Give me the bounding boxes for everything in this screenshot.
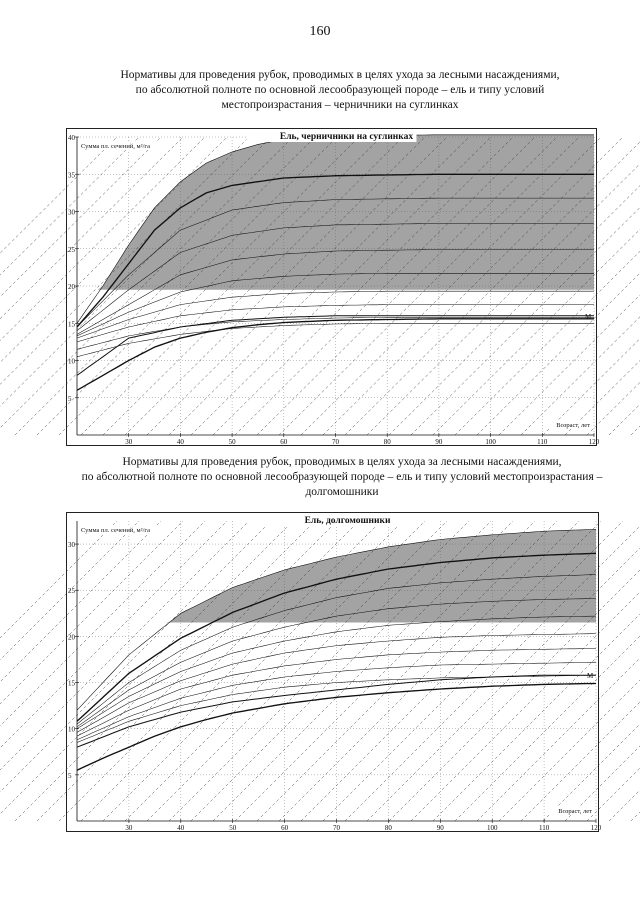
hatch-line — [609, 521, 640, 821]
x-tick-label: 40 — [176, 438, 184, 446]
hatch-line — [0, 521, 117, 821]
hatch-line — [631, 521, 640, 821]
hatch-line — [587, 137, 640, 435]
x-tick-label: 120 — [588, 438, 600, 446]
hatch-line — [609, 137, 640, 435]
chart-cherry-loam — [66, 128, 600, 446]
chart-title: Ель, черничники на суглинках — [279, 132, 414, 142]
x-tick-label: 40 — [177, 824, 185, 832]
y-tick-label: 10 — [68, 725, 75, 734]
x-tick-label: 60 — [280, 438, 288, 446]
y-tick-label: 5 — [68, 771, 72, 780]
x-tick-label: 90 — [436, 824, 444, 832]
y-tick-label: 15 — [68, 320, 75, 329]
y-tick-label: 35 — [68, 171, 75, 180]
y-tick-label: 5 — [68, 394, 72, 403]
hatch-line — [0, 521, 183, 821]
y-tick-label: 15 — [68, 679, 75, 688]
y-tick-label: 25 — [68, 245, 75, 254]
hatch-line — [631, 137, 640, 435]
hatch-line — [0, 137, 117, 435]
x-tick-label: 80 — [383, 438, 391, 446]
chart2-svg — [67, 513, 602, 832]
y-tick-label: 20 — [68, 633, 75, 642]
x-tick-label: 80 — [384, 824, 392, 832]
y-tick-label: 30 — [68, 541, 75, 550]
chart-long-moss — [66, 512, 602, 832]
section1-line: по абсолютной полноте по основной лесообразующей породе – ель и типу условий — [135, 84, 545, 96]
hatch-line — [37, 521, 337, 821]
hatch-line — [15, 521, 315, 821]
curve-m-label: M — [587, 672, 594, 681]
section2-heading — [54, 455, 630, 500]
y-tick-label: 25 — [68, 587, 75, 596]
x-tick-label: 50 — [228, 438, 236, 446]
hatch-line — [0, 521, 161, 821]
section2-line: долгомошники — [305, 486, 379, 498]
x-tick-label: 90 — [435, 438, 443, 446]
section1-heading — [60, 68, 620, 113]
x-tick-label: 60 — [281, 824, 289, 832]
section1-line: местопроизрастания – черничники на суглинках — [221, 99, 459, 111]
y-tick-label: 40 — [68, 134, 75, 142]
x-tick-label: 110 — [537, 438, 548, 446]
y-tick-label: 10 — [68, 357, 75, 366]
section1-line: Нормативы для проведения рубок, проводимых в целях ухода за лесными насаждениями, — [120, 69, 560, 81]
x-axis-label: Возраст, лет — [558, 808, 592, 815]
curve-bold — [77, 684, 596, 771]
x-tick-label: 70 — [333, 824, 340, 832]
x-tick-label: 110 — [538, 824, 550, 832]
x-tick-label: 120 — [590, 824, 602, 832]
y-axis-label: Сумма пл. сечений, м²/га — [81, 143, 150, 150]
hatch-line — [0, 521, 293, 821]
curve-m — [77, 316, 594, 376]
y-axis-label: Сумма пл. сечений, м²/га — [81, 527, 150, 534]
x-axis-label: Возраст, лет — [556, 422, 590, 429]
x-tick-label: 100 — [485, 438, 496, 446]
section2-line: по абсолютной полноте по основной лесообразующей породе – ель и типу условий местопроизрастания – — [81, 471, 603, 483]
x-tick-label: 70 — [332, 438, 339, 446]
chart1-svg — [67, 129, 600, 446]
y-tick-label: 20 — [68, 283, 75, 291]
x-tick-label: 30 — [125, 824, 133, 832]
x-tick-label: 100 — [486, 824, 498, 832]
curve-m-label: M — [585, 312, 592, 321]
chart-title: Ель, долгомошники — [304, 516, 391, 526]
section2-line: Нормативы для проведения рубок, проводимых в целях ухода за лесными насаждениями, — [122, 456, 562, 468]
page-number: 160 — [309, 24, 331, 39]
x-tick-label: 50 — [229, 824, 237, 832]
hatch-line — [0, 521, 271, 821]
y-tick-label: 30 — [68, 208, 75, 217]
x-tick-label: 30 — [125, 438, 133, 446]
hatch-line — [0, 521, 205, 821]
